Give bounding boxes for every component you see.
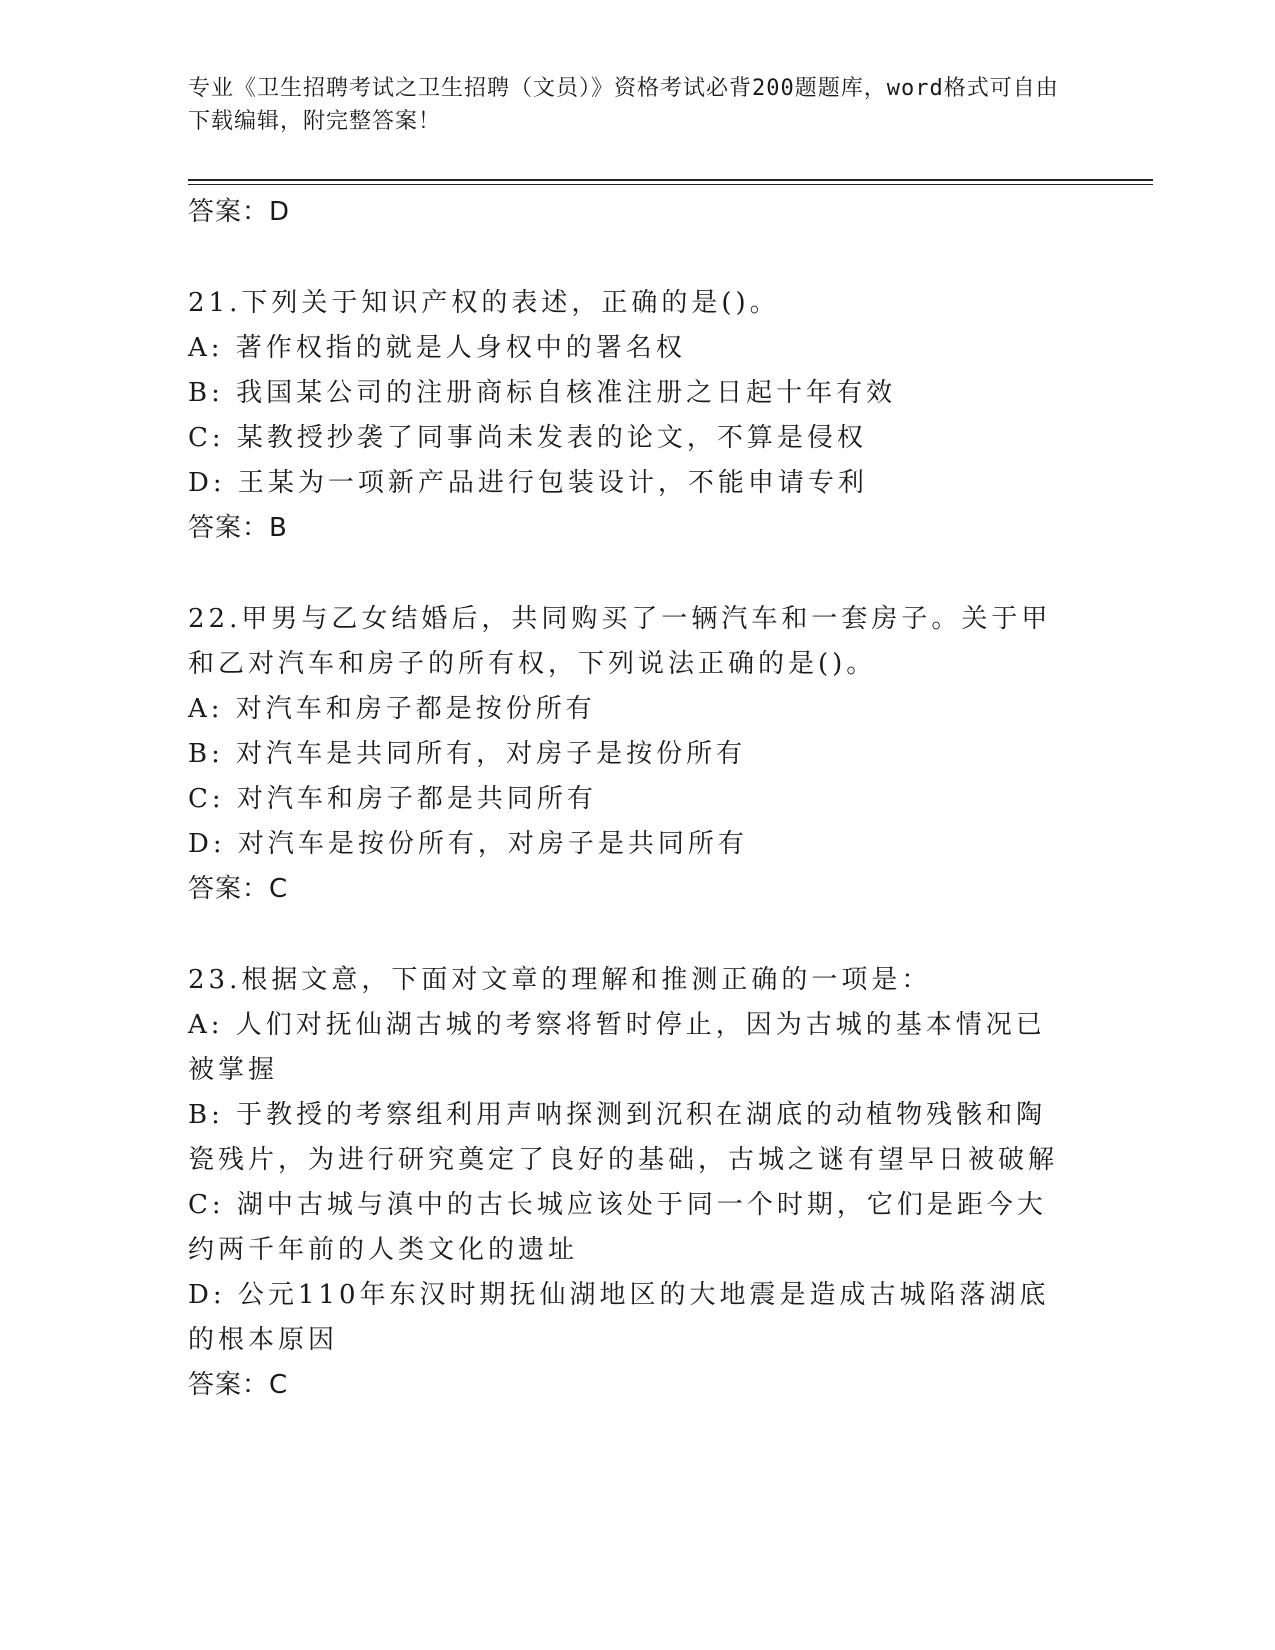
document-body [188, 190, 1068, 1408]
question-stem: 22.甲男与乙女结婚后，共同购买了一辆汽车和一套房子。关于甲和乙对汽车和房子的所有权，下列说法正确的是()。 [188, 604, 1052, 679]
answer-line: 答案：D [188, 197, 291, 227]
question-block [188, 958, 1068, 1408]
option-c: C: 对汽车和房子都是共同所有 [188, 784, 597, 814]
answer-line: 答案：C [188, 874, 289, 904]
question-block [188, 281, 1068, 551]
document-header: 专业《卫生招聘考试之卫生招聘（文员）》资格考试必背200题题库，word格式可自由下载编辑，附完整答案！ [188, 76, 1059, 134]
option-d: D: 对汽车是按份所有，对房子是共同所有 [188, 829, 748, 859]
option-c: C: 某教授抄袭了同事尚未发表的论文，不算是侵权 [188, 423, 867, 453]
header-divider-thin [188, 184, 1153, 185]
question-stem: 21.下列关于知识产权的表述，正确的是()。 [188, 288, 780, 318]
answer-line: 答案：C [188, 1370, 289, 1400]
option-d: D: 王某为一项新产品进行包装设计，不能申请专利 [188, 468, 868, 498]
option-b: B: 我国某公司的注册商标自核准注册之日起十年有效 [188, 378, 897, 408]
option-a: A: 对汽车和房子都是按份所有 [188, 694, 596, 724]
option-b: B: 于教授的考察组利用声呐探测到沉积在湖底的动植物残骸和陶瓷残片，为进行研究奠定了良好的基础，古城之谜有望早日被破解 [188, 1100, 1059, 1175]
option-d: D: 公元110年东汉时期抚仙湖地区的大地震是造成古城陷落湖底的根本原因 [188, 1280, 1050, 1355]
option-a: A: 人们对抚仙湖古城的考察将暂时停止，因为古城的基本情况已被掌握 [188, 1010, 1046, 1085]
option-c: C: 湖中古城与滇中的古长城应该处于同一个时期，它们是距今大约两千年前的人类文化的遗址 [188, 1190, 1047, 1265]
answer-line: 答案：B [188, 513, 288, 543]
option-a: A: 著作权指的就是人身权中的署名权 [188, 333, 686, 363]
question-block [188, 597, 1068, 912]
option-b: B: 对汽车是共同所有，对房子是按份所有 [188, 739, 747, 769]
header-divider-thick [188, 179, 1153, 181]
question-stem: 23.根据文意，下面对文章的理解和推测正确的一项是： [188, 965, 932, 995]
